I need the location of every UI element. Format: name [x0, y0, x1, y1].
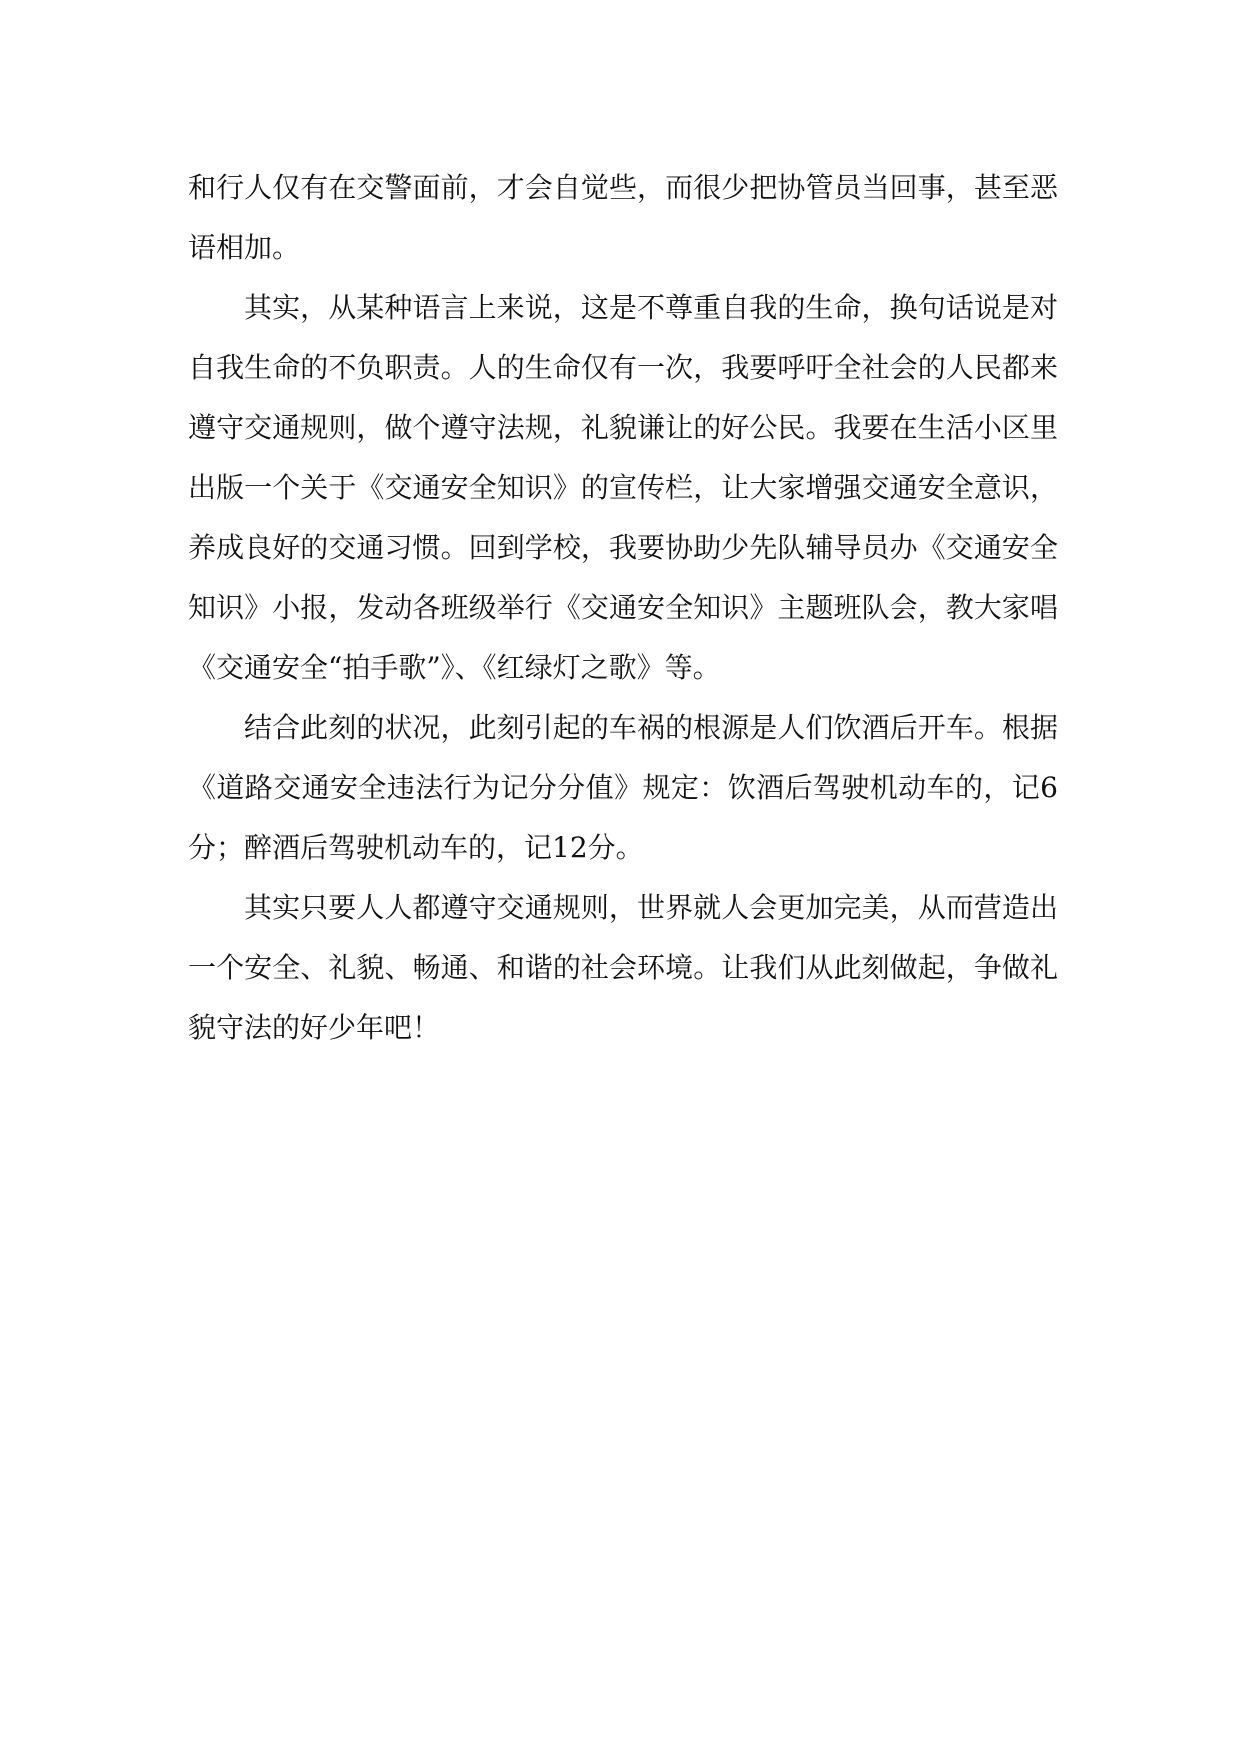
paragraph-conclusion: 其实只要人人都遵守交通规则，世界就人会更加完美，从而营造出一个安全、礼貌、畅通、和谐的社会环境。让我们从此刻做起，争做礼貌守法的好少年吧！ — [188, 891, 1058, 1044]
paragraph-continuation: 和行人仅有在交警面前，才会自觉些，而很少把协管员当回事，甚至恶语相加。 — [188, 171, 1058, 264]
paragraph-respect-life: 其实，从某种语言上来说，这是不尊重自我的生命，换句话说是对自我生命的不负职责。人的生命仅有一次，我要呼吁全社会的人民都来遵守交通规则，做个遵守法规，礼貌谦让的好公民。我要在生活小区里出版一个关于《交通安全知识》的宣传栏，让大家增强交通安全意识，养成良好的交通习惯。回到学校，我要协助少先队辅导员办《交通安全知识》小报，发动各班级举行《交通安全知识》主题班队会，教大家唱《交通安全“拍手歌”》、《红绿灯之歌》等。 — [188, 291, 1058, 684]
paragraph-drunk-driving: 结合此刻的状况，此刻引起的车祸的根源是人们饮酒后开车。根据《道路交通安全违法行为记分分值》规定：饮酒后驾驶机动车的，记6分；醉酒后驾驶机动车的，记12分。 — [188, 711, 1058, 864]
document-body — [188, 158, 1058, 1058]
